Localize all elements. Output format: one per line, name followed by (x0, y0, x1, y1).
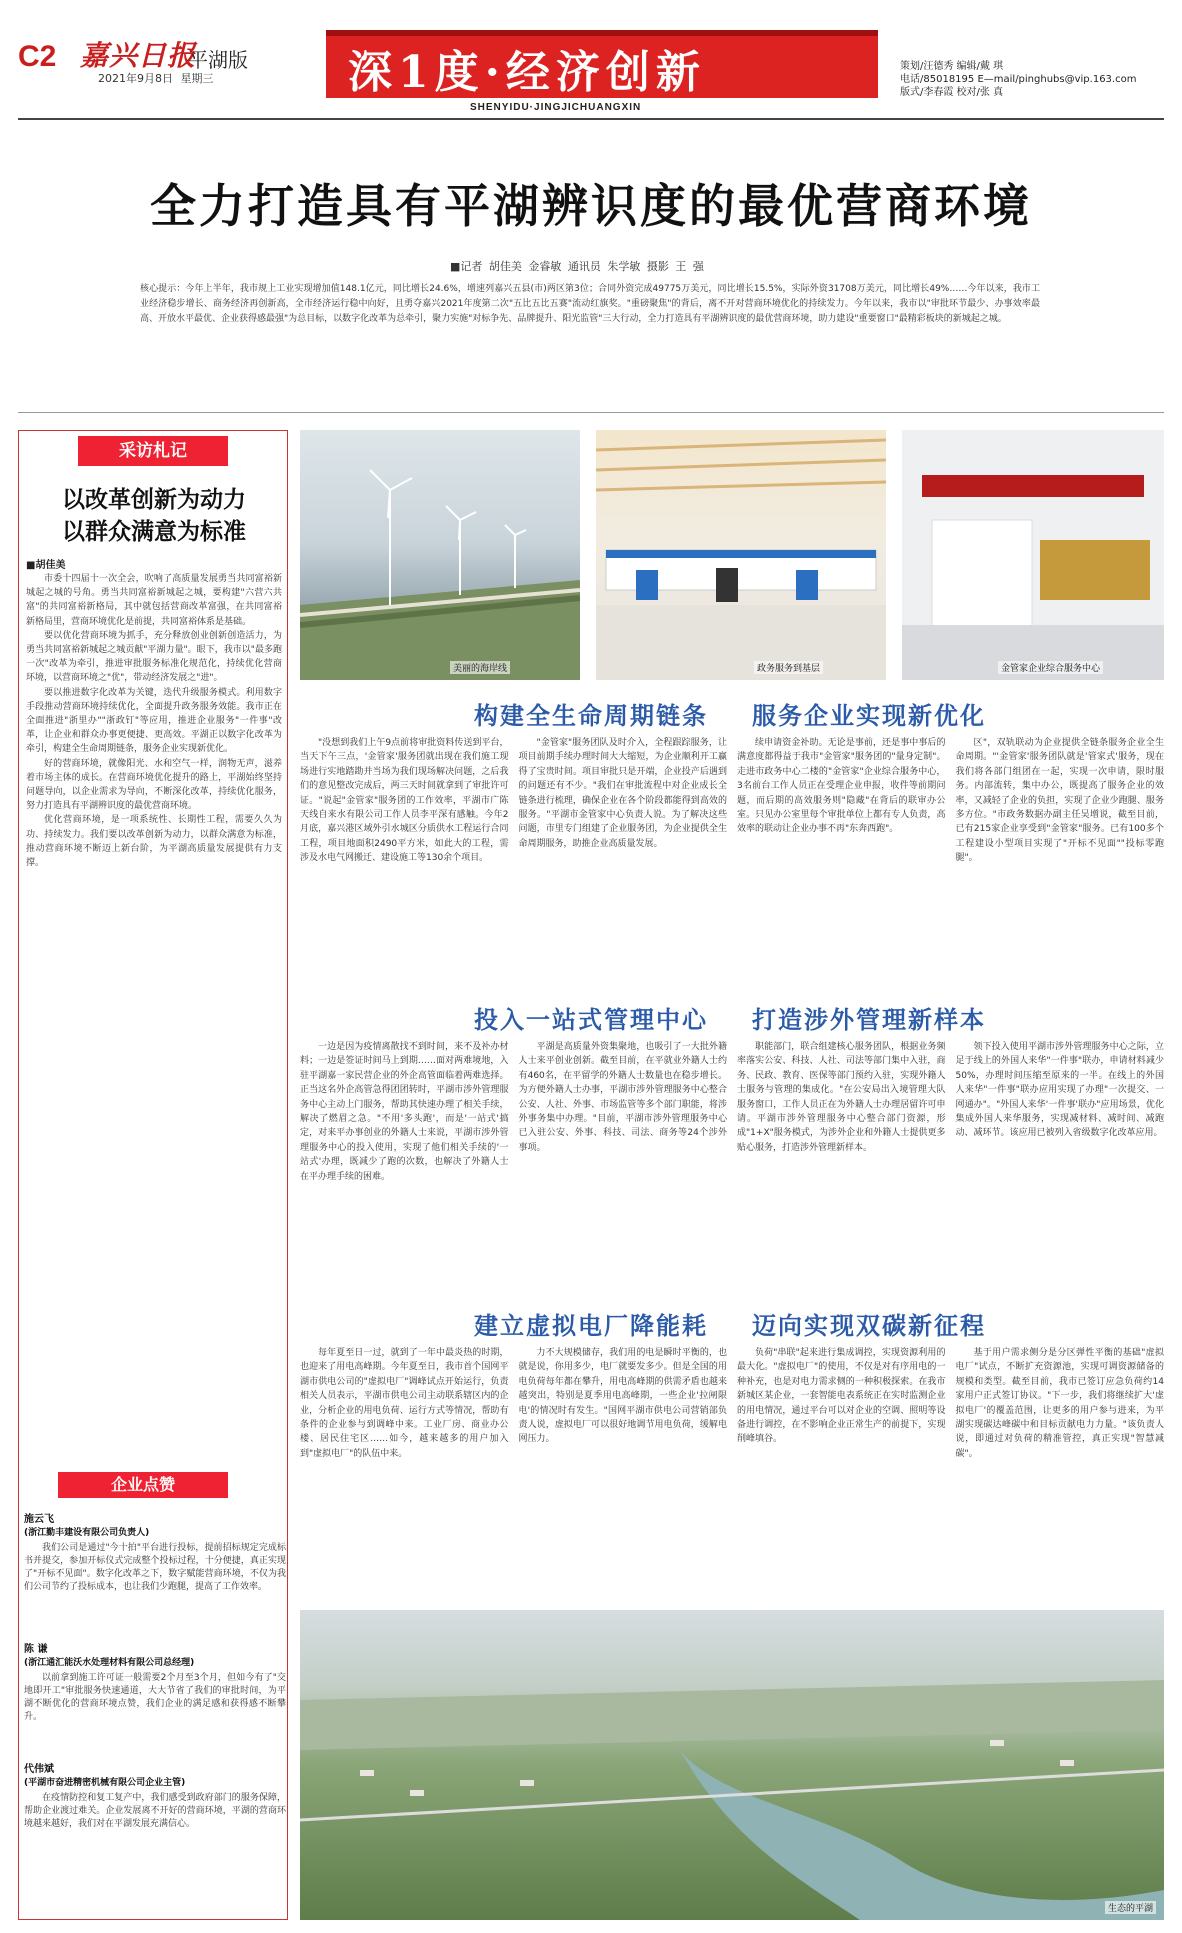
voice-name: 施云飞 (24, 1514, 54, 1525)
gov-service-photo (596, 430, 886, 680)
sidebar-title-line: 以群众满意为标准 (62, 519, 246, 545)
page-number: C2 (18, 40, 57, 73)
section-heading (300, 1306, 1160, 1341)
sidebar-title (22, 484, 286, 548)
sidebar-paragraph: 要以推进数字化改革为关键，迭代升级服务模式。利用数字手段推动营商环境持续优化，全面提升政务服务效能。我市正在全面推进"浙里办""浙政钉"等应用，推进企业服务"一件事"改革，让企业和群众办事更便捷、更高效。平湖正以数字化改革为牵引，构建全生命周期链条，服务企业实现新优化。 (26, 687, 282, 755)
article-column: 领下投入使用平湖市涉外管理服务中心之际，立足于线上的外国人来华"一件事"联办，申请材料减少50%，办理时间压缩至原来的一半。在线上的外国人来华"一件事"联办应用实现了办理"一次提交、一网通办"。"外国人来华'一件事'联办"应用场景，优化集成外国人来华服务，实现减材料、减时间、减跑动、减环节。该应用已被列入省级数字化改革应用。 (955, 1042, 1164, 1139)
heading-part: 构建全生命周期链条 (474, 702, 708, 730)
company-voice (24, 1640, 286, 1724)
section-heading (300, 1000, 1160, 1035)
heading-part: 建立虚拟电厂降能耗 (474, 1312, 708, 1340)
article-column: 基于用户需求侧分是分区弹性平衡的基础"虚拟电厂"试点，不断扩充资源池，实现可调资源储备的规模和类型。截至目前，我市已签订应急负荷约14家用户正式签订协议。"下一步，我们将继续扩大'虚拟电厂'的覆盖范围，让更多的用户参与进来，为平湖实现碳达峰碳中和目标贡献电力力量。"该负责人说，即通过对负荷的精准管控，真正实现"智慧减碳"。 (955, 1348, 1164, 1459)
heading-part: 投入一站式管理中心 (474, 1006, 708, 1034)
voice-text: 我们公司是通过"今十拍"平台进行投标，提前招标规定完成标书并提交，参加开标仪式完成整个投标过程，十分便捷，真正实现了"开标不见面"。数字化改革之下，数字赋能营商环境，不仅为我们公司节约了投标成本，也让我们少跑腿，提高了工作效率。 (24, 1543, 286, 1592)
voice-org: (平湖市奋进精密机械有限公司企业主管) (24, 1778, 186, 1788)
article-column: 负荷"串联"起来进行集成调控，实现资源利用的最大化。"虚拟电厂"的使用，不仅是对有序用电的一种补充，也是对电力需求侧的一种积极探索。在我市新城区某企业，一套智能电表系统正在实时监测企业的用电情况，通过平台可以对企业的空调、照明等设备进行调控，在不影响企业正常生产的前提下，实现削峰填谷。 (737, 1348, 946, 1445)
header-rule (18, 118, 1164, 120)
credit-line: 策划/汪德秀 编辑/戴 琪 (900, 61, 1004, 72)
photo-caption: 生态的平湖 (1105, 1901, 1156, 1914)
sidebar-title-line: 以改革创新为动力 (62, 487, 246, 513)
byline: ■记者 胡佳美 金睿敏 通讯员 朱学敏 摄影 王 强 (450, 260, 704, 273)
sidebar-tag-praise: 企业点赞 (58, 1472, 228, 1498)
edition-label: 平湖版 (188, 48, 248, 72)
photo-caption: 金管家企业综合服务中心 (998, 661, 1103, 674)
article-column: 每年夏至日一过，就到了一年中最炎热的时期，也迎来了用电高峰期。今年夏至日，我市首个国网平湖市供电公司的"虚拟电厂"调峰试点开始运行，负责相关人员表示，平湖市供电公司主动联系辖区内的企业，分析企业的用电负荷、运行方式等情况，帮助有条件的企业参与到调峰中来。工业厂房、商业办公楼、居民住宅区……如今，越来越多的用户加入到"虚拟电厂"的队伍中来。 (300, 1348, 509, 1459)
issue-date: 2021年9月8日 星期三 (98, 72, 214, 85)
coastline-photo (300, 430, 580, 680)
article-column: 力不大规模储存，我们用的电是瞬时平衡的，也就是说，你用多少，电厂就要发多少。但是全国的用电负荷每年都在攀升，用电高峰期的供需矛盾也越来越突出，特别是夏季用电高峰期，一些企业'拉闸限电'的情况时有发生。"国网平湖市供电公司营销部负责人说，虚拟电厂可以很好地调节用电负荷，缓解电网压力。 (518, 1348, 727, 1445)
voice-name: 代伟斌 (24, 1764, 54, 1775)
company-voice (24, 1510, 286, 1594)
voice-org: (浙江勤丰建设有限公司负责人) (24, 1528, 150, 1538)
credit-line: 电话/85018195 E—mail/pinghubs@vip.163.com (900, 74, 1137, 85)
section-heading (300, 696, 1160, 731)
article-columns (300, 1040, 1164, 1290)
voice-name: 陈 谦 (24, 1644, 48, 1655)
photo-caption: 美丽的海岸线 (450, 661, 510, 674)
voice-text: 在疫情防控和复工复产中，我们感受到政府部门的服务保障，帮助企业渡过难关。企业发展离不开好的营商环境，平湖的营商环境越来越好，我们对在平湖发展充满信心。 (24, 1793, 286, 1829)
article-column: 职能部门，联合组建核心服务团队，根据业务频率落实公安、科技、人社、司法等部门集中入驻，商务、民政、教育、医保等部门预约入驻，实现外籍人士服务与管理的集成化。"在公安局出入境管理大队服务窗口，工作人员正在为外籍人士办理居留许可申请。平湖市涉外管理服务中心整合部门资源，形成"1+X"服务模式，为涉外企业和外籍人士提供更多贴心服务，打造涉外管理新样本。 (737, 1042, 946, 1153)
article-columns (300, 1346, 1164, 1596)
article-column: 续申请资金补助。无论是事前，还是事中事后的满意度都得益于我市"金管家"服务团的"量身定制"。走进市政务中心二楼的"金管家"企业综合服务中心，3名前台工作人员正在受理企业申报，收件等前期问题，而后期的高效服务则"隐藏"在背后的联审办公室。只见办公室里每个审批单位上都有专人负责，高效率的联动让企业办事不再"东奔西跑"。 (737, 738, 946, 835)
sidebar-paragraph: 优化营商环境，是一项系统性、长期性工程，需要久久为功、持续发力。我们要以改革创新为动力，以群众满意为标准，推动营商环境不断迈上新台阶，为平湖高质量发展提供有力支撑。 (26, 815, 282, 869)
heading-part: 服务企业实现新优化 (752, 702, 986, 730)
sidebar-paragraph: 好的营商环境，就像阳光、水和空气一样，润物无声，滋养着市场主体的成长。在营商环境优化提升的路上，平湖始终坚持问题导向，以企业需求为导向，不断深化改革，持续优化服务，努力打造具有平湖辨识度的最优营商环境。 (26, 758, 282, 812)
article-column: 一边是因为疫情离散找不到时间，来不及补办材料；一边是签证时间马上到期……面对两难境地，入驻平湖嘉一家民营企业的外企高管面临着两难选择。正当这名外企高管急得团团转时，平湖市涉外管理服务中心主动上门服务，帮助其快速办理了相关手续，解决了燃眉之急。"不用'多头跑'，而是'一站式'搞定，对来平办事创业的外籍人士来说，平湖市涉外管理服务中心的投入使用，实现了他们相关手续的'一站式'办理，既减少了跑的次数，也解决了外籍人士在平办理手续的困难。 (300, 1042, 509, 1182)
sidebar-tag: 采访札记 (78, 436, 228, 466)
divider (18, 412, 1164, 413)
service-center-image (902, 430, 1164, 680)
aerial-image (300, 1610, 1164, 1920)
article-column: "金管家"服务团队及时介入，全程跟踪服务，让项目前期手续办理时间大大缩短，为企业顺利开工赢得了宝贵时间。项目审批只是开端，企业投产后遇到的问题还有不少。"我们在审批流程中对企业成长全链条进行梳理，确保企业在各个阶段都能得到高效的服务。"平湖市金管家中心负责人说。为了解决这些问题，市里专门组建了企业服务团，为企业提供全生命周期服务，助推企业高质量发展。 (518, 738, 727, 849)
sidebar-author: ■胡佳美 (26, 560, 66, 571)
lead-summary: 核心提示：今年上半年，我市规上工业实现增加值148.1亿元，同比增长24.6%，增速列嘉兴五县(市)两区第3位；合同外资完成49775万美元，同比增长15.5%，实际外资31708万美元，同比增长49%……今年以来，我市工业经济稳步增长、商务经济再创新高，全市经济运行稳中向好，且勇夺嘉兴2021年度第二次"五比五比五赛"流动红旗奖。"重磅聚焦"的背后，离不开对营商环境优化的持续发力。今年以来，我市以"审批环节最少、办事效率最高、开放水平最优、企业获得感最强"为总目标，以数字化改革为总牵引，聚力实施"对标争先、品牌提升、阳光监管"三大行动，全力打造具有平湖辨识度的最优营商环境，助力建设"重要窗口"最精彩板块的新城起之城。 (140, 284, 1040, 324)
section-logo: 深1度·经济创新 (348, 47, 706, 98)
sidebar-body (26, 572, 282, 870)
section-pinyin: SHENYIDU·JINGJICHUANGXIN (470, 102, 642, 113)
photo-caption: 政务服务到基层 (754, 661, 823, 674)
credit-line: 版式/李春霞 校对/张 真 (900, 87, 1004, 98)
voice-org: (浙江通汇能沃水处理材料有限公司总经理) (24, 1658, 195, 1668)
sidebar-paragraph: 要以优化营商环境为抓手，充分释放创业创新创造活力，为勇当共同富裕新城起之城贡献"平湖力量"。眼下，我市以"最多跑一次"改革为牵引，推进审批服务标准化规范化，持续优化营商环境，以营商环境之"优"，带动经济发展之"进"。 (26, 630, 282, 684)
heading-part: 打造涉外管理新样本 (752, 1006, 986, 1034)
headline: 全力打造具有平湖辨识度的最优营商环境 (150, 179, 1032, 233)
article-column: 区"，双轨联动为企业提供全链条服务企业全生命周期。"'金管家'服务团队就是'管家式'服务，现在我们将各部门组团在一起，实现一次申请，限时服务。内部流转，集中办公，既提高了服务企业的效率，又减轻了企业的负担，实现了企业少跑腿、服务多方位。"市政务数据办副主任吴增说，截至目前，已有215家企业享受到"金管家"服务。已有100多个工程建设小型项目实现了"开标不见面""投标零跑腿"。 (955, 738, 1164, 864)
sidebar-paragraph: 市委十四届十一次全会，吹响了高质量发展勇当共同富裕新城起之城的号角。勇当共同富裕新城起之城，要构建"六营六共富"的共同富裕新格局，其中就包括营商改革富强，在共同富裕新格局里，营商环境优化是前提，共同富裕体系是基础。 (26, 574, 282, 627)
article-column: "没想到我们上午9点前将审批资料传送到平台，当天下午三点，'金管家'服务团就出现在我们施工现场进行实地踏勘并当场为我们现场解决问题，之后我们的意见整改完成后，两三天时间就拿到了审批许可证。"说起"金管家"服务团的工作效率，平湖市广陈天线自来水有限公司工作人员李平深有感触。今年2月底，嘉兴港区域外引水城区分质供水工程运行合同工程，项目地面积2490平方米，如此大的工程，需涉及水电气网搬迁、建设施工等130余个项目。 (300, 738, 509, 864)
service-hall-image (596, 430, 886, 680)
company-voice (24, 1760, 286, 1831)
service-center-photo (902, 430, 1164, 680)
voice-text: 以前拿到施工许可证一般需要2个月至3个月，但如今有了"交地即开工"审批服务快速通道，大大节省了我们的审批时间，为平湖不断优化的营商环境点赞，我们企业的满足感和获得感不断攀升。 (24, 1673, 286, 1722)
editor-credits (900, 60, 1160, 99)
paper-logo: 嘉兴日报 (80, 39, 197, 72)
article-column: 平湖是高质量外资集聚地，也吸引了一大批外籍人士来平创业创新。截至目前，在平就业外籍人士约有460名，在平留学的外籍人士数量也在稳步增长。为方便外籍人士办事，平湖市涉外管理服务中心整合公安、人社、外事、市场监管等多个部门职能，将涉外事务集中办理。"目前，平湖市涉外管理服务中心已入驻公安、外事、科技、司法、商务等24个涉外事项。 (518, 1042, 727, 1153)
aerial-photo (300, 1610, 1164, 1920)
coastline-image (300, 430, 580, 680)
article-columns (300, 736, 1164, 986)
heading-part: 迈向实现双碳新征程 (752, 1312, 986, 1340)
